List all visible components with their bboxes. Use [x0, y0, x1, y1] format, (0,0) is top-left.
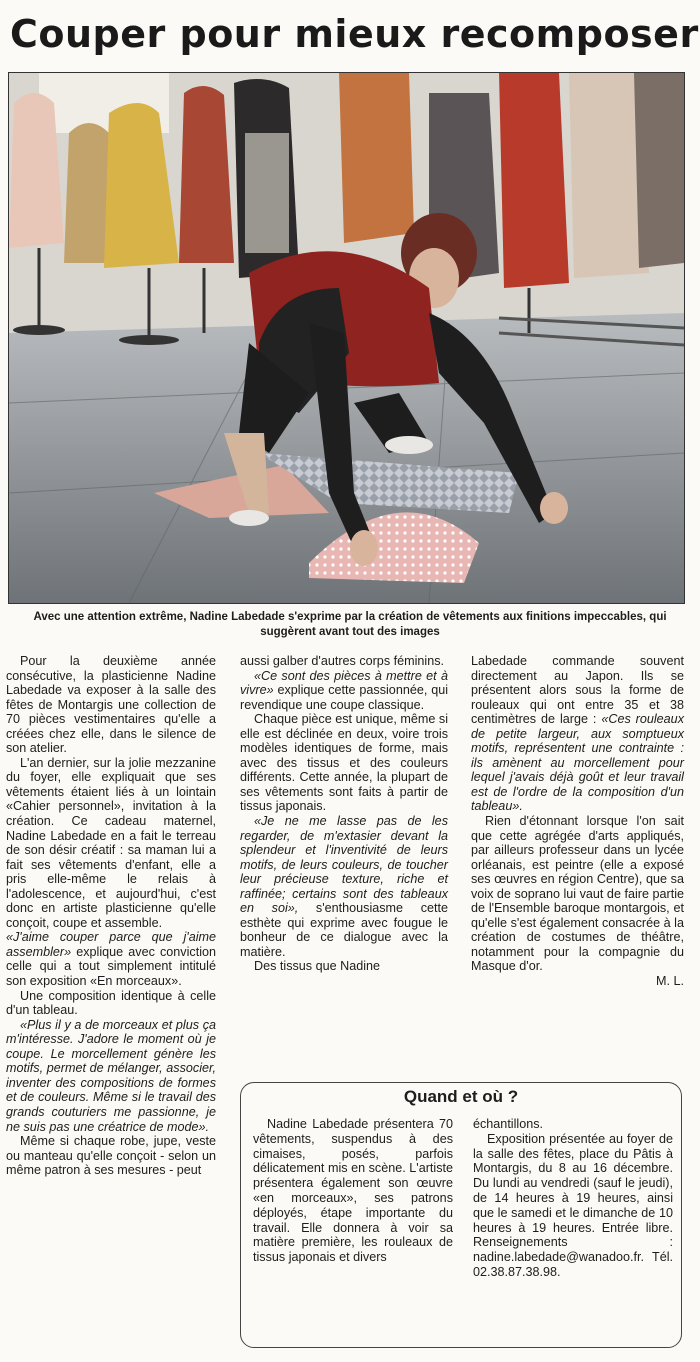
quote: «Plus il y a de morceaux et plus ça m'intéresse. J'adore le moment où je coupe. Le morcellement génère les motifs, permet de mélanger, associer, inventer des compositions de formes et de couleurs. Même si le travail des grands couturiers me passionne, je ne suis pas une créatrice de mode». [6, 1017, 216, 1134]
paragraph-continuation: Labedade commande souvent directement au Japon. Ils se présentent alors sous la forme de rouleaux qui ont entre 35 et 38 centimètres de large : [471, 654, 684, 727]
quote: «J'aime couper parce que j'aime assembler» [6, 930, 216, 959]
info-box [240, 1082, 682, 1348]
paragraph: L'an dernier, sur la jolie mezzanine du foyer, elle expliquait que ses vêtements étaient liés à un lointain «Cahier personnel», invitation à la création. Ce cadeau maternel, Nadine Labedade en a fait le terreau de son désir créatif : sa maman lui a fait ses vêtements d'enfant, elle a pris elle-même le relais à l'adolescence, et aujourd'hui, c'est donc en artiste plasticienne qu'elle conçoit, coupe et assemble. [6, 755, 216, 930]
paragraph: Même si chaque robe, jupe, veste ou manteau qu'elle conçoit - selon un même patron à ses mesures - peut [6, 1134, 216, 1178]
quote: «Je ne me lasse pas de les regarder, de m'extasier devant la splendeur et l'inventivité de leurs motifs, de leurs couleurs, de toucher leur précieuse texture, riche et raffinée; certains sont des tableaux en soi», [240, 814, 448, 916]
paragraph [471, 654, 684, 814]
info-box-column-1 [253, 1117, 453, 1265]
paragraph-continuation: s'enthousiasme cette esthète qui exprime avec fougue le bonheur de ce dialogue avec la matière. [240, 901, 448, 959]
paragraph [6, 930, 216, 988]
article-column-3 [471, 654, 684, 989]
photo-illustration [9, 73, 684, 603]
paragraph: Exposition présentée au foyer de la salle des fêtes, place du Pâtis à Montargis, du 8 au 16 décembre. Du lundi au vendredi (sauf le jeudi), de 14 heures à 19 heures, ainsi que le samedi et le dimanche de 10 heures à 19 heures. Entrée libre. Renseignements : nadine.labedade@wanadoo.fr. Tél. 02.38.87.38.98. [473, 1131, 673, 1279]
paragraph: Une composition identique à celle d'un tableau. [6, 988, 216, 1018]
photo-caption: Avec une attention extrême, Nadine Labedade s'exprime par la création de vêtements aux finitions impeccables, qui suggèrent avant tout des images [33, 611, 667, 638]
info-box-column-2 [473, 1117, 673, 1280]
paragraph [240, 669, 448, 713]
quote: «Ce sont des pièces à mettre et à vivre» [240, 668, 448, 698]
paragraph: Chaque pièce est unique, même si elle est déclinée en deux, voire trois modèles identiques de forme, mais avec des tissus et des couleurs différents. Cette année, la plupart de ses vêtements sont faits à partir de tissus japonais. [240, 712, 448, 814]
headline: Couper pour mieux recomposer [10, 12, 699, 56]
paragraph: échantillons. [473, 1117, 544, 1131]
paragraph: Nadine Labedade présentera 70 vêtements, suspendus à des cimaises, posés, parfois délicatement mis en scène. L'artiste présentera également son œuvre «en morceaux», ses patrons déployés, étape importante du travail. Elle donnera à voir sa matière première, les rouleaux de tissus japonais et divers [253, 1117, 453, 1265]
article-column-2 [240, 654, 448, 974]
article-photo [8, 72, 685, 604]
author-signature: M. L. [656, 974, 684, 989]
paragraph: Pour la deuxième année consécutive, la plasticienne Nadine Labedade va exposer à la salle des fêtes de Montargis une collection de 70 pièces vestimentaires qu'elle a créées chez elle, dans le silence de son atelier. [6, 654, 216, 756]
article-column-1 [6, 654, 216, 1178]
paragraph: Des tissus que Nadine [254, 959, 381, 974]
paragraph-continuation: explique avec conviction celle qui a tout simplement intitulé son exposition «En morceaux». [6, 944, 216, 989]
paragraph: Rien d'étonnant lorsque l'on sait que cette agrégée d'arts appliqués, par ailleurs professeur dans un lycée orléanais, est peintre (elle a exposé ses œuvres en région Centre), que sa voix de soprano lui vaut de faire partie de l'Ensemble baroque montargois, et qu'elle s'est également consacrée à la création de costumes de théâtre, notamment pour la compagnie du Masque d'or. [471, 814, 684, 974]
paragraph [240, 814, 448, 959]
info-box-title: Quand et où ? [403, 1087, 519, 1106]
paragraph-continuation: explique cette passionnée, qui revendique une coupe classique. [240, 683, 448, 712]
quote: «Ces rouleaux de petite largeur, aux somptueux motifs, représentent une contrainte : ils amènent au morcellement pour lequel j'avais déjà goût et leur travail est de l'ordre de la composition d'un tableau». [471, 712, 684, 814]
paragraph: aussi galber d'autres corps féminins. [240, 654, 445, 668]
